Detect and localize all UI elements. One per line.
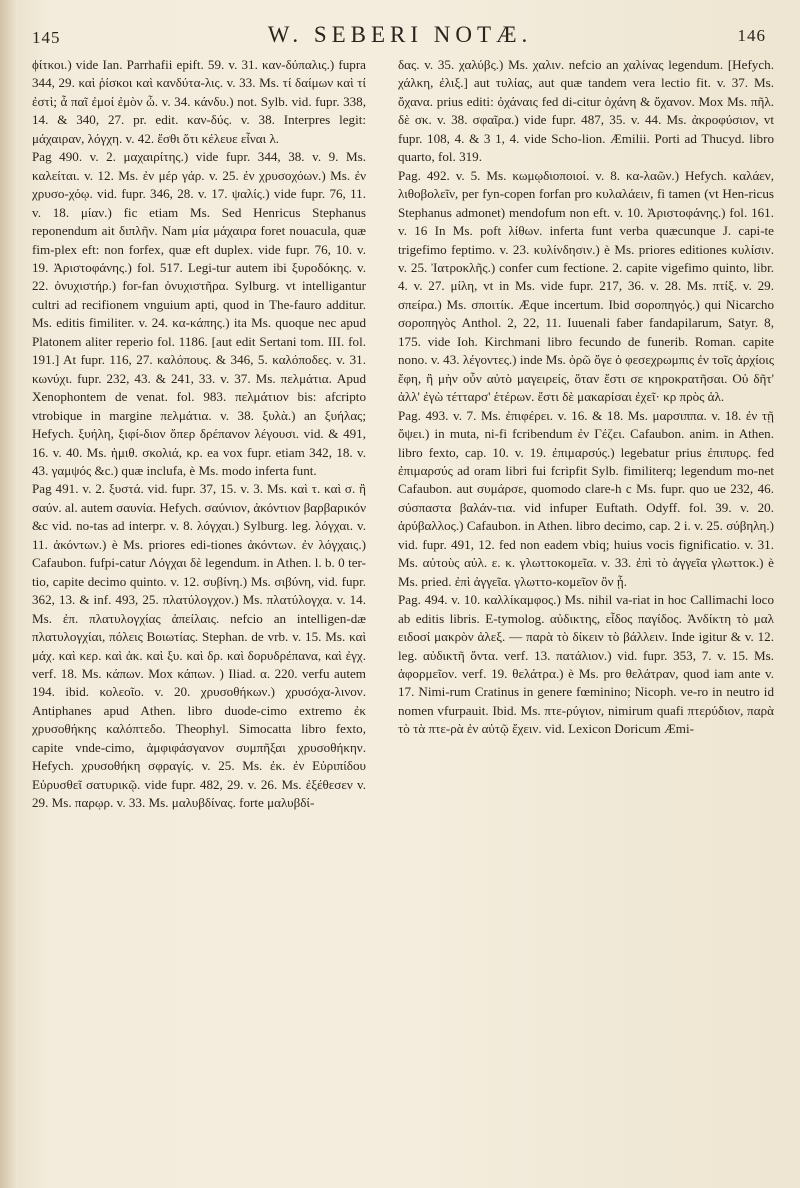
page-fold-shadow	[0, 0, 18, 1188]
left-column	[32, 56, 366, 813]
page-header	[0, 22, 800, 52]
left-paragraph-1: ϕίτκοι.) vide Ian. Parrhafii epift. 59. v. 31. καν-δύπαλις.) fupra 344, 29. καὶ ῥίσκοι καὶ κανδύτα-λις. v. 33. Ms. τί δαίμων καὶ τί ἐστὶ; ἆ παῖ ἐμοί ἐμὸν ὦ. v. 34. κάνδυ.) not. Sylb. vid. fupr. 338, 14. & 340, 27. pr. edit. καν-δύς. v. 38. Interpres legit: μάχαιραν, λόγχη. v. 42. ἔσθι ὅτι κέλευε εἶναι λ.	[32, 57, 366, 146]
right-paragraph-3: Pag. 493. v. 7. Ms. ἐπιφέρει. v. 16. & 18. Ms. μαρσιππα. v. 18. ἐν τῇ ὄψει.) in muta, ni-fi fcribendum ἐν Γέζει. Cafaubon. anim. in Athen. libro fexto, cap. 10. v. 19. ἐπιμαρσύς.) legebatur prius ἐπιπυρς. fed ἐπιμαρσύς ad oram libri fui fcripfit Sylb. fimiliterq; legendum mo-net Cafaubon. aut συμάρσε, quomodo clare-h c Ms. fupr. quo ue 232, 46. σύσπαστα βαλάν-τια. vid infuper Euftath. Odyff. fol. 39. v. 20. ἀρύβαλλος.) Cafaubon. in Athen. libro decimo, cap. 2 i. v. 25. σύβηλη.) vid. fupr. 491, 12. fed non eadem vbiq; huius vocis fignificatio. v. 31. Ms. αὐτοὺς αὐλ. ε. κ. γλωττοκομεῖα. v. 33. ἐπὶ τὸ ἀγγεῖα γλωττοκ.) è Ms. pried. ἐπὶ ἀγγεῖα. γλωττο-κομεῖον ὂν ᾖ.	[398, 407, 774, 589]
right-column	[398, 56, 774, 739]
left-paragraph-2: Pag 490. v. 2. μαχαιρίτης.) vide fupr. 344, 38. v. 9. Ms. καλείται. v. 12. Ms. ἐν μέρ γάρ. v. 25. ἐν χρυσοχόων.) Ms. ἐν χρυσο-χόῳ. vid. fupr. 346, 28. v. 17. ψαλίς.) vide fupr. 76, 11. v. 18. μίαν.) fic etiam Ms. Sed Henricus Stephanus reponendum ait διπλῆν. Nam μία μάχαιρα foret nouacula, quæ fim-plex eft: non forfex, quæ eft duplex. vide fupr. 76, 10. v. 19. Ἀριστοφάνης.) fol. 517. Legi-tur autem ibi ξυροδόκης. v. 22. ὀνυχιστήρ.) for-fan ὀνυχιστῆρα. Sylburg. vt intelligantur cultri ad recifionem vnguium apti, quod in The-fauro additur. Ms. editis fimiliter. v. 24. κα-κάπης.) ita Ms. quoque nec apud Platonem aliter reperio fol. 1186. [aut edit Sertani tom. III. fol. 191.] At fupr. 116, 27. καλόπους. & 346, 5. καλόποδες. v. 31. κωνύχι. fupr. 232, 43. & 241, 33. v. 37. Ms. πελμάτια. Apud Xenophontem de venat. fol. 983. πελμάτιον bis: afcripto vtrobique in margine πελμάτια. v. 38. ξυλὰ.) an ξυήλας; Hefych. ξυήλη, ξιφί-διον ὅπερ δρέπανον λέγουσι. vid. & 491, 16. v. 40. Ms. ἡμιθ. σκολιά, κρ. ea vox fupr. etiam 342, 18. v. 43. γαμψός &c.) quæ inclufa, è Ms. modo inferta funt.	[32, 149, 366, 478]
page-number-left: 145	[32, 28, 61, 47]
right-paragraph-4: Pag. 494. v. 10. καλλίκαμφος.) Ms. nihil va-riat in hoc Callimachi loco ab editis libris. E-tymolog. αὐδικτης, εἶδος παγίδος. Ἀνδίκτη τὸ μαλ ειδοσί μακρὸν ἀλεξ. — παρὰ τὸ δίκειν τὸ βάλλειν. Inde igitur & v. 12. leg. αὐδικτῆ ὄντα. verf. 13. πατάλιον.) vid. fupr. 353, 7. v. 15. Ms. ἀφορμεῖον. verf. 19. θελάτρα.) è Ms. pro θελάτραν, quod iam ante v. 17. Nimi-rum Cratinus in genere fœminino; Nicoph. ve-ro in neutro id nomen vfurpauit. Ibid. Ms. πτε-ρύγιον, nimirum quafi πτερύδιον, παρὰ τὸ τὰ πτε-ρὰ ἐν αὐτῷ ἔχειν. vid. Lexicon Doricum Æmi-	[398, 592, 774, 737]
running-title: W. SEBERI NOTÆ.	[267, 22, 533, 47]
right-paragraph-1: δας. v. 35. χαλύβς.) Ms. χαλιν. nefcio an χαλίνας legendum. [Hefych. χάλκη, ἐλιξ.] aut τυλίας, aut quæ tandem vera lectio fit. v. 37. Ms. ὄχανα. prius editi: ὀχάναις fed di-citur ὀχάνη & ὄχανον. Mox Ms. πῆλ. δὲ σκ. v. 38. σφαῖρα.) vide fupr. 487, 35. v. 44. Ms. ἀκροφύσιον, vt fupr. 108, 4. & 3 1, 4. vide Scho-lion. Æmilii. Porti ad Thucyd. libro quarto, fol. 319.	[398, 57, 774, 165]
right-paragraph-2: Pag. 492. v. 5. Ms. κωμῳδιοποιοί. v. 8. κα-λαῶν.) Hefych. καλάεν, λιθοβολεῖν, per fyn-copen forfan pro κυλαλάειν, fi tamen (vt Hen-ricus Stephanus admonet) mendofum non eft. v. 10. Ἀριστοφάνης.) fol. 161. v. 16 In Ms. poft λίθων. inferta funt verba quæcunque J. capi-te trigefimo feptimo. v. 23. κυλίνδησιν.) è Ms. priores editiones κυλίσιν. v. 25. Ἰατροκλῆς.) confer cum fectione. 2. capite vigefimo quinto, libr. 4. v. 27. μίλη, vt in Ms. vide fupr. 217, 36. v. 28. Ms. πτίξ. v. 29. σπείρα.) Ms. σποιτίκ. Æque incertum. Ibid σοροπηγός.) qui Nicarcho σοροπηγὸς Anthol. 2, 22, 11. Iuuenali faber fandapilarum, Satyr. 8, 175. vide Ioh. Kirchmani libro fecundo de funerib. Roman. capite nono. v. 43. λέγοντες.) inde Ms. ὁρῶ ὅγε ὁ φεσεχρωμπις ἐν τοῖς ἀρχίοις ἔφη, ἢ μὴν οὖν αὐτὸ μαγειρείς, ὅταν ἔστι σε κηροκρατῆσαι. Οὐ δῆτ' ἀλλ' ἐγὼ τέτταρσ' ἑτέρων. ἔστι δὲ μακαρίσαι ἐχεῖ· κρ πρὸς ἀλ.	[398, 167, 774, 405]
page-number-right: 146	[737, 26, 766, 45]
left-paragraph-3: Pag 491. v. 2. ξυστά. vid. fupr. 37, 15. v. 3. Ms. καὶ τ. καὶ σ. ἢ σαύν. al. autem σαυνία. Hefych. σαύνιον, ἀκόντιον βαρβαρικόν &c vid. no-tas ad interpr. v. 8. λόγχαι.) Sylburg. leg. λόγχαι. v. 11. ἀκόντων.) è Ms. priores edi-tiones ἀκόντων. ἐν λόγχαις.) Cafaubon. fufpi-catur Λόγχαι δὲ legendum. in Athen. l. b. 0 ter-tio, capite decimo quinto. v. 12. συβίνη.) Ms. σιβύνη, vid. fupr. 362, 13. & inf. 493, 25. πλατύλογχον.) Ms. πλατύλογχα. v. 14. Ms. ἐπ. πλατυλογχίας ἀπείλαις. nefcio an intelligen-dæ πλατυλογχίαι, πόλεις Βοιωτίας. Stephan. de vrb. v. 15. Ms. καὶ μάχ. καὶ κερ. καὶ ἀκ. καὶ ξυ. καὶ δρ. καὶ δορυδρέπανα, καὶ ἐγχ. verf. 18. Ms. κάπων. Mox κάπων. ) Iliad. α. 220. verfu autem 194. ibid. κολεοῖο. v. 20. χρυσοθήκων.) χρυσόχα-λινον. Antiphanes apud Athen. libro duode-cimo extremo ἐκ χρυσοθήκης καλόπτεδο. Theophyl. Simocatta libro fexto, capite vnde-cimo, ἀμφιφάσγανον συμπῆξαι χρυσοθήκην. Hefych. χρυσοθήκη σφραγίς. v. 25. Ms. ἐκ. ἐν Εὐριπίδου Εὐρυσθεῖ σατυρικῷ. vide fupr. 482, 29. v. 26. Ms. ἐξέθεσεν v. 29. Ms. παρῳρ. v. 33. Ms. μαλυβδίνας. forte μαλυβδί-	[32, 481, 366, 811]
